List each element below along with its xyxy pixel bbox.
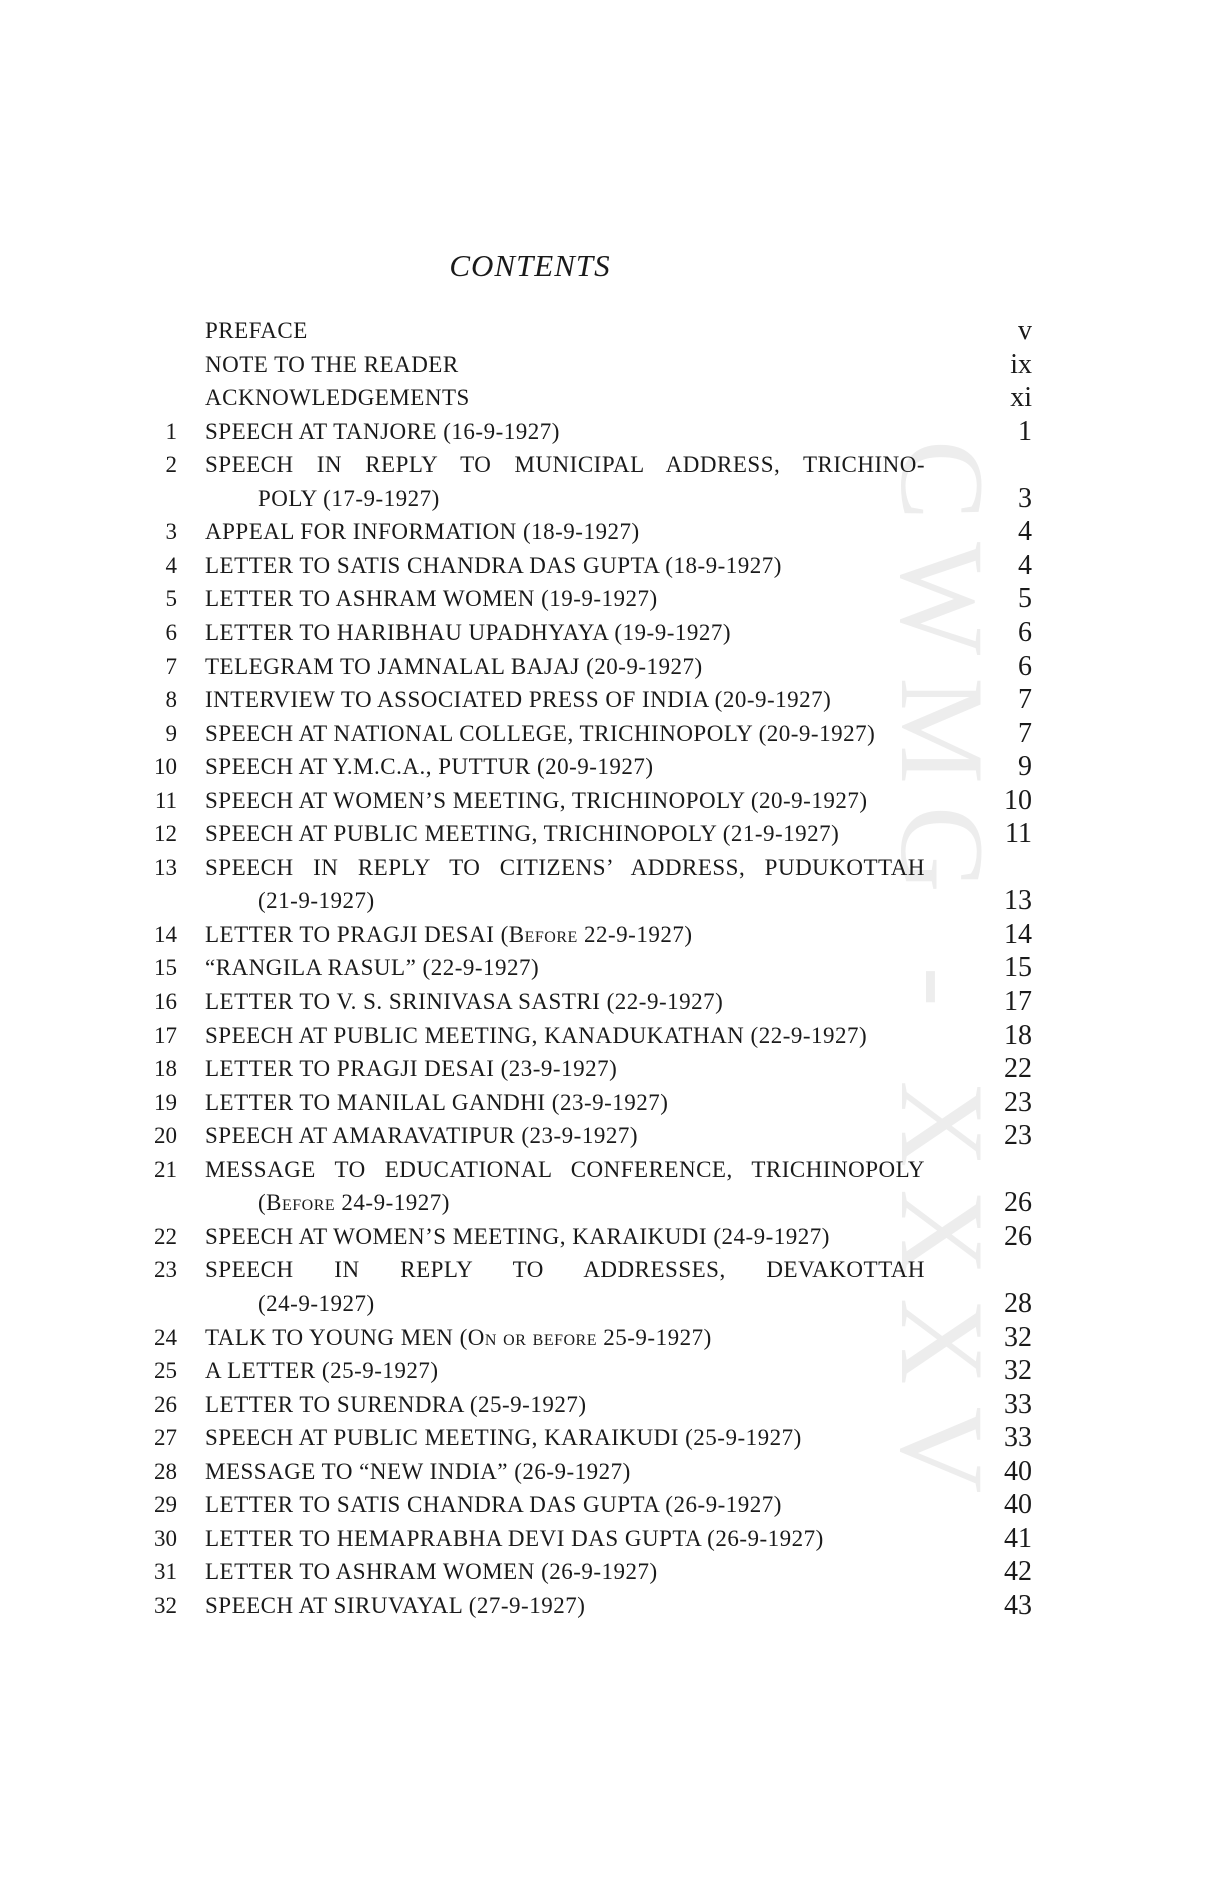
entry-page-number: 7 — [1018, 717, 1032, 749]
toc-entry — [0, 448, 1229, 482]
entry-page-number: 7 — [1018, 684, 1032, 716]
entry-title: SPEECH AT SIRUVAYAL (27-9-1927) — [205, 1592, 586, 1618]
entry-number: 15 — [154, 955, 177, 981]
entry-number: 31 — [154, 1559, 177, 1585]
entry-page-number: ix — [1010, 348, 1032, 380]
entry-page-number: 26 — [1004, 1220, 1032, 1252]
toc-entry — [0, 415, 1229, 449]
toc-entry — [0, 1455, 1229, 1489]
entry-page-number: 22 — [1004, 1053, 1032, 1085]
entry-page-number: 9 — [1018, 751, 1032, 783]
entry-title: SPEECH AT TANJORE (16-9-1927) — [205, 418, 560, 444]
entry-title: SPEECH AT WOMEN’S MEETING, KARAIKUDI (24-9-1927) — [205, 1223, 830, 1249]
entry-number: 29 — [154, 1492, 177, 1518]
toc-entry — [0, 1321, 1229, 1355]
entry-number: 17 — [154, 1022, 177, 1048]
entry-page-number: 43 — [1004, 1589, 1032, 1621]
entry-page-number: 15 — [1004, 952, 1032, 984]
entry-number: 30 — [154, 1525, 177, 1551]
entry-number: 10 — [154, 754, 177, 780]
toc-entry — [0, 1153, 1229, 1187]
entry-title: LETTER TO SATIS CHANDRA DAS GUPTA (26-9-1927) — [205, 1492, 782, 1518]
toc-entry — [0, 750, 1229, 784]
entry-page-number: 4 — [1018, 549, 1032, 581]
entry-title: LETTER TO V. S. SRINIVASA SASTRI (22-9-1927) — [205, 989, 724, 1014]
entry-title: TELEGRAM TO JAMNALAL BAJAJ (20-9-1927) — [205, 653, 703, 679]
entry-title: LETTER TO MANILAL GANDHI (23-9-1927) — [205, 1089, 669, 1115]
toc-entry-continuation — [0, 1287, 1229, 1321]
entry-page-number: 11 — [1005, 818, 1032, 850]
entry-number: 21 — [154, 1156, 177, 1182]
toc-entry — [0, 381, 1229, 415]
entry-title: LETTER TO SURENDRA (25-9-1927) — [205, 1391, 587, 1417]
toc-entry — [0, 683, 1229, 717]
entry-page-number: 1 — [1018, 415, 1032, 447]
entry-number: 7 — [165, 653, 177, 679]
toc-entry — [0, 1052, 1229, 1086]
entry-title: SPEECH AT AMARAVATIPUR (23-9-1927) — [205, 1123, 638, 1149]
entry-page-number: 18 — [1004, 1019, 1032, 1051]
entry-number: 16 — [154, 989, 177, 1014]
entry-page-number: 3 — [1018, 482, 1032, 514]
entry-number: 3 — [165, 519, 177, 545]
toc-entry — [0, 1388, 1229, 1422]
entry-title: NOTE TO THE READER — [205, 351, 459, 377]
entry-number: 27 — [154, 1425, 177, 1451]
toc-entry-continuation — [0, 482, 1229, 516]
entry-number: 12 — [154, 821, 177, 847]
entry-page-number: 6 — [1018, 616, 1032, 648]
entry-page-number: 23 — [1004, 1120, 1032, 1152]
entry-page-number: 6 — [1018, 650, 1032, 682]
entry-title-continuation: (24-9-1927) — [258, 1290, 375, 1316]
toc-entry — [0, 784, 1229, 818]
entry-title: SPEECH AT WOMEN’S MEETING, TRICHINOPOLY (20-9-1927) — [205, 787, 868, 813]
entry-title: SPEECH IN REPLY TO CITIZENS’ ADDRESS, PUDUKOTTAH — [205, 854, 925, 880]
entry-number: 23 — [154, 1257, 177, 1283]
entry-title: SPEECH IN REPLY TO MUNICIPAL ADDRESS, TRICHINO- — [205, 452, 925, 478]
entry-title: LETTER TO SATIS CHANDRA DAS GUPTA (18-9-1927) — [205, 552, 782, 578]
entry-number: 22 — [154, 1223, 177, 1249]
toc-entry — [0, 616, 1229, 650]
toc-entry — [0, 918, 1229, 952]
entry-number: 18 — [154, 1056, 177, 1082]
entry-title: APPEAL FOR INFORMATION (18-9-1927) — [205, 519, 640, 545]
entry-number: 26 — [154, 1391, 177, 1417]
entry-number: 32 — [154, 1592, 177, 1618]
entry-page-number: 40 — [1004, 1455, 1032, 1487]
entry-number: 19 — [154, 1089, 177, 1115]
entry-page-number: 33 — [1004, 1422, 1032, 1454]
entry-number: 20 — [154, 1123, 177, 1149]
entry-title: LETTER TO PRAGJI DESAI (23-9-1927) — [205, 1056, 618, 1082]
toc-entry — [0, 549, 1229, 583]
entry-title: A LETTER (25-9-1927) — [205, 1358, 439, 1384]
entry-title: SPEECH AT PUBLIC MEETING, KARAIKUDI (25-9-1927) — [205, 1425, 802, 1451]
entry-page-number: 23 — [1004, 1086, 1032, 1118]
entry-title: LETTER TO ASHRAM WOMEN (26-9-1927) — [205, 1559, 658, 1585]
entry-page-number: 13 — [1004, 885, 1032, 917]
entry-number: 11 — [154, 787, 177, 813]
entry-title-continuation: (Before 24-9-1927) — [258, 1190, 450, 1216]
entry-title: TALK TO YOUNG MEN (On or before 25-9-1927) — [205, 1324, 712, 1350]
toc-entry — [0, 515, 1229, 549]
toc-entry — [0, 348, 1229, 382]
entry-number: 8 — [165, 687, 177, 713]
entry-page-number: xi — [1010, 382, 1032, 414]
entry-page-number: 33 — [1004, 1388, 1032, 1420]
entry-page-number: 28 — [1004, 1287, 1032, 1319]
entry-number: 25 — [154, 1358, 177, 1384]
entry-number: 5 — [165, 586, 177, 612]
entry-page-number: 42 — [1004, 1556, 1032, 1588]
entry-page-number: 14 — [1004, 918, 1032, 950]
page-title: CONTENTS — [449, 248, 611, 283]
toc-entry — [0, 314, 1229, 348]
toc-entry — [0, 817, 1229, 851]
entry-title: MESSAGE TO “NEW INDIA” (26-9-1927) — [205, 1458, 631, 1484]
entry-title: SPEECH AT PUBLIC MEETING, TRICHINOPOLY (21-9-1927) — [205, 821, 840, 847]
watermark: CWMG - XXXV — [876, 440, 1009, 1516]
entry-page-number: 41 — [1004, 1522, 1032, 1554]
toc-entry — [0, 1488, 1229, 1522]
entry-title: SPEECH AT NATIONAL COLLEGE, TRICHINOPOLY (20-9-1927) — [205, 720, 876, 746]
toc-entry — [0, 1119, 1229, 1153]
toc-entry — [0, 985, 1229, 1019]
entry-page-number: 32 — [1004, 1355, 1032, 1387]
toc-entry-continuation — [0, 884, 1229, 918]
entry-title: PREFACE — [205, 318, 308, 343]
entry-title-continuation: POLY (17-9-1927) — [258, 485, 440, 511]
toc-entry — [0, 1421, 1229, 1455]
toc-entry — [0, 1253, 1229, 1287]
entry-number: 28 — [154, 1458, 177, 1484]
entry-page-number: 32 — [1004, 1321, 1032, 1353]
entry-title: LETTER TO HARIBHAU UPADHYAYA (19-9-1927) — [205, 619, 732, 645]
entry-title: “RANGILA RASUL” (22-9-1927) — [205, 955, 540, 981]
entry-number: 13 — [154, 854, 177, 880]
entry-title: LETTER TO HEMAPRABHA DEVI DAS GUPTA (26-9-1927) — [205, 1525, 824, 1551]
entry-page-number: 40 — [1004, 1489, 1032, 1521]
entry-title: SPEECH IN REPLY TO ADDRESSES, DEVAKOTTAH — [205, 1257, 925, 1283]
toc-entry — [0, 650, 1229, 684]
toc-entry — [0, 1019, 1229, 1053]
entry-page-number: 26 — [1004, 1187, 1032, 1219]
entry-number: 1 — [165, 418, 177, 444]
entry-title: LETTER TO ASHRAM WOMEN (19-9-1927) — [205, 586, 658, 612]
toc-entry — [0, 582, 1229, 616]
entry-page-number: v — [1018, 315, 1032, 346]
entry-title: INTERVIEW TO ASSOCIATED PRESS OF INDIA (20-9-1927) — [205, 687, 832, 713]
entry-title: SPEECH AT PUBLIC MEETING, KANADUKATHAN (22-9-1927) — [205, 1022, 868, 1048]
entry-page-number: 5 — [1018, 583, 1032, 615]
entry-number: 2 — [165, 452, 177, 478]
entry-page-number: 17 — [1004, 986, 1032, 1017]
toc-entry — [0, 1354, 1229, 1388]
entry-number: 6 — [165, 619, 177, 645]
toc-entry — [0, 1220, 1229, 1254]
entry-title: ACKNOWLEDGEMENTS — [205, 385, 470, 411]
entry-page-number: 4 — [1018, 516, 1032, 548]
toc-entry — [0, 1555, 1229, 1589]
entry-number: 9 — [165, 720, 177, 746]
entry-number: 4 — [165, 552, 177, 578]
entry-title-continuation: (21-9-1927) — [258, 888, 375, 914]
entry-page-number: 10 — [1004, 784, 1032, 816]
toc-entry — [0, 1086, 1229, 1120]
toc-entry-continuation — [0, 1186, 1229, 1220]
entry-number: 24 — [154, 1324, 177, 1350]
entry-number: 14 — [154, 921, 177, 947]
entry-title: SPEECH AT Y.M.C.A., PUTTUR (20-9-1927) — [205, 754, 654, 780]
toc-entry — [0, 951, 1229, 985]
toc-entry — [0, 717, 1229, 751]
entry-title: MESSAGE TO EDUCATIONAL CONFERENCE, TRICHINOPOLY — [205, 1156, 925, 1182]
entry-title: LETTER TO PRAGJI DESAI (Before 22-9-1927) — [205, 921, 693, 947]
toc-entry — [0, 1522, 1229, 1556]
toc-entry — [0, 1589, 1229, 1623]
toc-entry — [0, 851, 1229, 885]
